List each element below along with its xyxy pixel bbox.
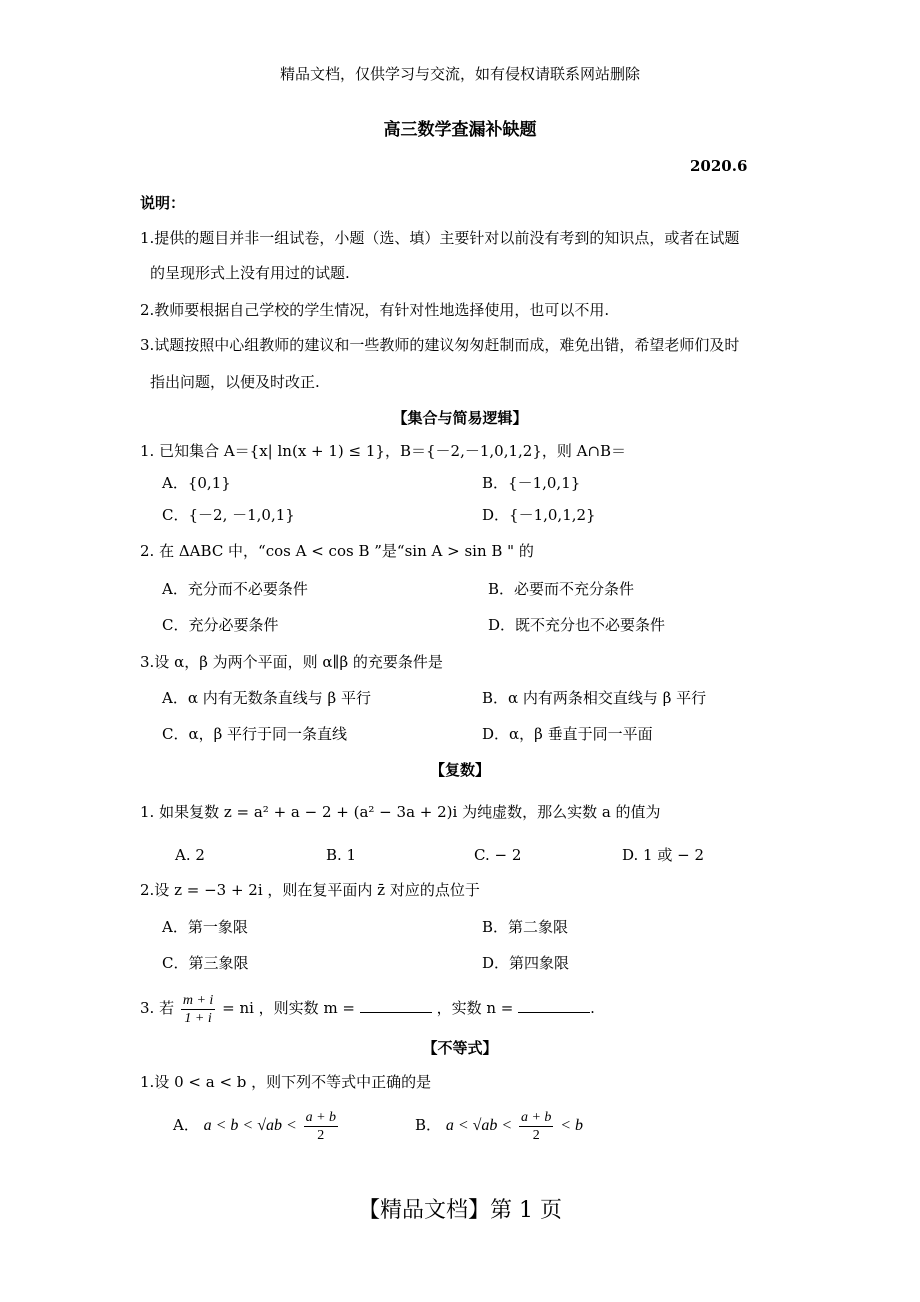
- option-b: B. 1: [326, 846, 357, 864]
- denominator: 2: [317, 1127, 325, 1143]
- section-title: 【复数】: [429, 761, 490, 779]
- section-title: 【不等式】: [422, 1039, 498, 1057]
- section-title: 【集合与简易逻辑】: [392, 409, 528, 427]
- question-stem: [140, 988, 595, 1028]
- option-label: B．: [415, 1116, 442, 1134]
- page-footer: 【精品文档】第 1 页: [358, 1198, 562, 1223]
- stem-end: .: [590, 999, 595, 1017]
- option-a: [173, 1105, 340, 1146]
- fraction: [304, 1109, 338, 1144]
- option-d: D．{－1,0,1,2}: [482, 506, 596, 524]
- option-expr: a < √ab <: [445, 1117, 513, 1134]
- question-stem: 1. 如果复数 z = a² + a − 2 + (a² − 3a + 2)i 为纯虚数，那么实数 a 的值为: [140, 803, 661, 821]
- page-title: 高三数学查漏补缺题: [383, 120, 537, 140]
- page-header: 精品文档，仅供学习与交流，如有侵权请联系网站删除: [279, 65, 640, 83]
- option-c: C．{－2, －1,0,1}: [162, 506, 295, 524]
- option-a: A. 2: [175, 846, 205, 864]
- option-d: D. 1 或 − 2: [622, 846, 704, 864]
- stem-text: ，实数 n =: [436, 999, 514, 1017]
- note-line: 1.提供的题目并非一组试卷，小题（选、填）主要针对以前没有考到的知识点，或者在试题: [140, 229, 740, 247]
- option-a: A．α 内有无数条直线与 β 平行: [162, 689, 371, 707]
- fraction: [519, 1109, 553, 1144]
- option-b: [415, 1105, 583, 1146]
- option-expr: a < b < √ab <: [203, 1117, 297, 1134]
- stem-text: = ni ，则实数 m =: [222, 999, 356, 1017]
- question-stem: 1. 已知集合 A＝{x| ln(x + 1) ≤ 1}，B＝{－2,－1,0,1,2}，则 A∩B＝: [140, 442, 627, 460]
- stem-prefix: 3. 若: [140, 999, 175, 1017]
- option-b: B．α 内有两条相交直线与 β 平行: [482, 689, 707, 707]
- option-expr-tail: < b: [560, 1117, 583, 1134]
- option-a: A．第一象限: [162, 918, 248, 936]
- option-d: D．第四象限: [482, 954, 570, 972]
- option-c: C．充分必要条件: [162, 616, 279, 634]
- option-d: D．既不充分也不必要条件: [488, 616, 666, 634]
- answer-blank-n[interactable]: [518, 998, 590, 1013]
- note-line: 3.试题按照中心组教师的建议和一些教师的建议匆匆赶制而成，难免出错，希望老师们及时: [140, 336, 740, 354]
- note-line: 指出问题，以便及时改正.: [150, 373, 320, 391]
- option-c: C. − 2: [474, 846, 522, 864]
- numerator: m + i: [182, 992, 214, 1008]
- question-stem: 1.设 0 < a < b ，则下列不等式中正确的是: [140, 1073, 432, 1091]
- question-stem: 2.设 z = −3 + 2i ，则在复平面内 z̄ 对应的点位于: [140, 881, 480, 899]
- answer-blank-m[interactable]: [360, 998, 432, 1013]
- note-line: 2.教师要根据自己学校的学生情况，有针对性地选择使用，也可以不用.: [140, 301, 610, 319]
- notes-heading: 说明：: [140, 194, 186, 212]
- option-c: C．α，β 平行于同一条直线: [162, 725, 348, 743]
- fraction: [181, 992, 215, 1027]
- option-c: C．第三象限: [162, 954, 249, 972]
- denominator: 2: [532, 1127, 540, 1143]
- option-b: B．{－1,0,1}: [482, 474, 581, 492]
- date: 2020.6: [690, 157, 748, 175]
- numerator: a + b: [520, 1109, 552, 1125]
- question-stem: 2. 在 ΔABC 中，“cos A < cos B ”是“sin A > sin B " 的: [140, 542, 534, 560]
- option-d: D．α，β 垂直于同一平面: [482, 725, 653, 743]
- option-a: A．充分而不必要条件: [162, 580, 308, 598]
- question-stem: 3.设 α，β 为两个平面，则 α∥β 的充要条件是: [140, 653, 443, 671]
- numerator: a + b: [305, 1109, 337, 1125]
- note-line: 的呈现形式上没有用过的试题.: [150, 264, 350, 282]
- option-b: B．第二象限: [482, 918, 569, 936]
- option-b: B．必要而不充分条件: [488, 580, 635, 598]
- option-a: A．{0,1}: [162, 474, 231, 492]
- denominator: 1 + i: [184, 1010, 212, 1026]
- option-label: A．: [173, 1116, 199, 1134]
